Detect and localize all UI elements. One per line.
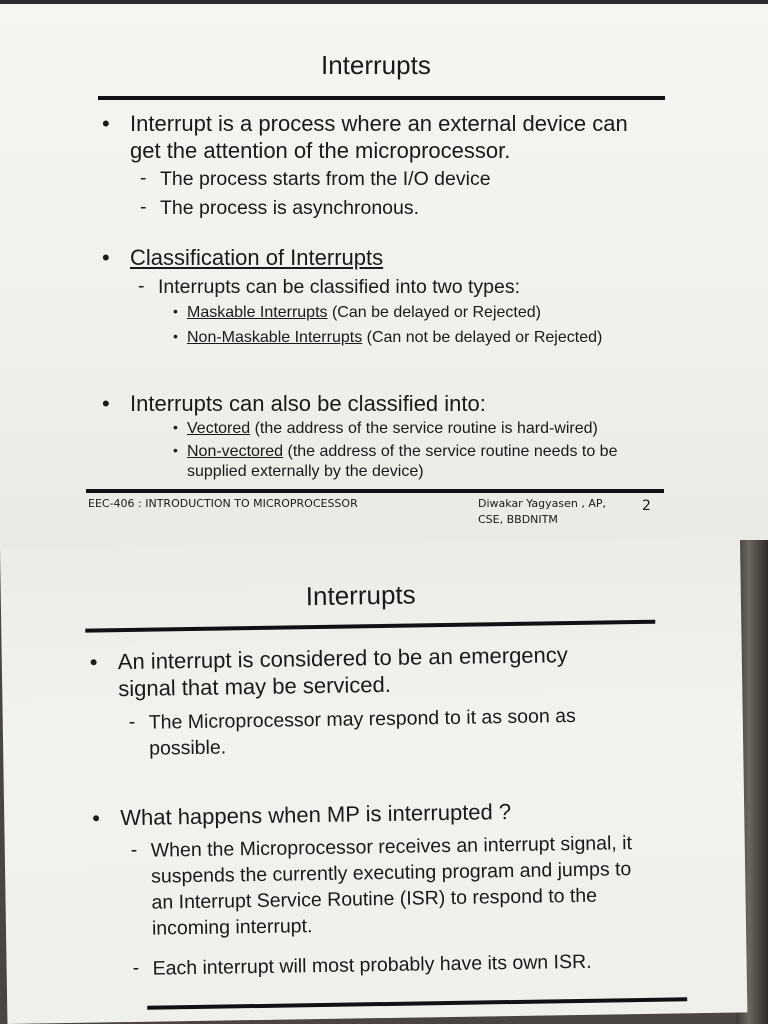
sub-bullet-asynchronous	[140, 195, 630, 221]
bullet-dot-icon: •	[102, 245, 110, 270]
bullet-dot-icon: •	[173, 303, 178, 319]
page-top-edge	[0, 0, 768, 4]
sub-bullet-isr-jump	[130, 830, 658, 942]
bullet-dot-icon: •	[173, 442, 178, 458]
sub-bullet-text: The Microprocessor may respond to it as soon as possible.	[148, 704, 576, 760]
bullet-dot-icon: •	[92, 805, 101, 831]
footer-course: EEC-406 : INTRODUCTION TO MICROPROCESSOR	[88, 497, 358, 510]
bullet-text: Interrupts can also be classified into:	[130, 391, 486, 416]
title-rule	[85, 620, 655, 633]
sub-bullet-text: The process is asynchronous.	[160, 197, 420, 219]
item-desc: (the address of the service routine needs to be supplied externally by the device)	[187, 443, 618, 480]
bullet-also-classified	[102, 390, 630, 417]
dash-icon: -	[132, 956, 140, 979]
bullet-classification	[102, 244, 630, 271]
item-term: Non-Maskable Interrupts	[187, 329, 363, 346]
sub-bullet-text: Interrupts can be classified into two types:	[158, 276, 521, 298]
bullet-dot-icon: •	[173, 328, 178, 344]
sub-bullet-own-isr	[132, 948, 632, 982]
item-desc: (Can not be delayed or Rejected)	[362, 329, 603, 346]
bullet-dot-icon: •	[102, 111, 110, 136]
dash-icon: -	[140, 167, 147, 189]
footer-rule	[86, 489, 664, 493]
item-non-maskable	[173, 328, 637, 348]
title-rule	[98, 96, 665, 100]
sub-bullet-text: The process starts from the I/O device	[160, 168, 491, 190]
sub-bullet-two-types	[138, 274, 638, 300]
bullet-text: What happens when MP is interrupted ?	[120, 799, 512, 831]
sub-bullet-text: Each interrupt will most probably have its own ISR.	[152, 950, 592, 980]
slide-2-title: Interrupts	[305, 579, 416, 612]
item-desc: (the address of the service routine is hard-wired)	[250, 420, 598, 437]
item-desc: (Can be delayed or Rejected)	[327, 304, 541, 321]
bullet-dot-icon: •	[173, 419, 178, 435]
bullet-what-happens	[92, 796, 640, 831]
bullet-interrupt-definition	[102, 110, 640, 164]
slide-2	[0, 536, 747, 1024]
dash-icon: -	[140, 196, 147, 218]
item-vectored	[173, 419, 657, 439]
bullet-text: An interrupt is considered to be an emergency signal that may be serviced.	[117, 642, 568, 702]
sub-bullet-respond	[128, 702, 650, 762]
bullet-text: Classification of Interrupts	[130, 245, 384, 270]
item-term: Maskable Interrupts	[187, 304, 328, 321]
item-term: Non-vectored	[187, 443, 284, 460]
item-maskable	[173, 303, 647, 323]
sub-bullet-io-device	[140, 166, 630, 192]
bullet-dot-icon: •	[89, 649, 98, 675]
bullet-emergency-signal	[89, 640, 629, 702]
item-term: Vectored	[187, 420, 251, 437]
item-non-vectored	[173, 442, 647, 482]
dash-icon: -	[128, 710, 136, 733]
bullet-text: Interrupt is a process where an external device can get the attention of the microprocessor.	[130, 111, 628, 163]
bullet-dot-icon: •	[102, 391, 110, 416]
page-number: 2	[642, 498, 651, 514]
bottom-rule	[147, 997, 687, 1009]
footer-author-line-2: CSE, BBDNITM	[478, 513, 558, 526]
slide-1-title: Interrupts	[321, 50, 431, 80]
footer-author-line-1: Diwakar Yagyasen , AP,	[478, 497, 606, 510]
sub-bullet-text: When the Microprocessor receives an interrupt signal, it suspends the currently executing program and jumps to an Interrupt Service Routine (ISR) to respond to the incoming interrupt.	[150, 832, 633, 940]
dash-icon: -	[138, 275, 145, 297]
dash-icon: -	[130, 838, 138, 861]
